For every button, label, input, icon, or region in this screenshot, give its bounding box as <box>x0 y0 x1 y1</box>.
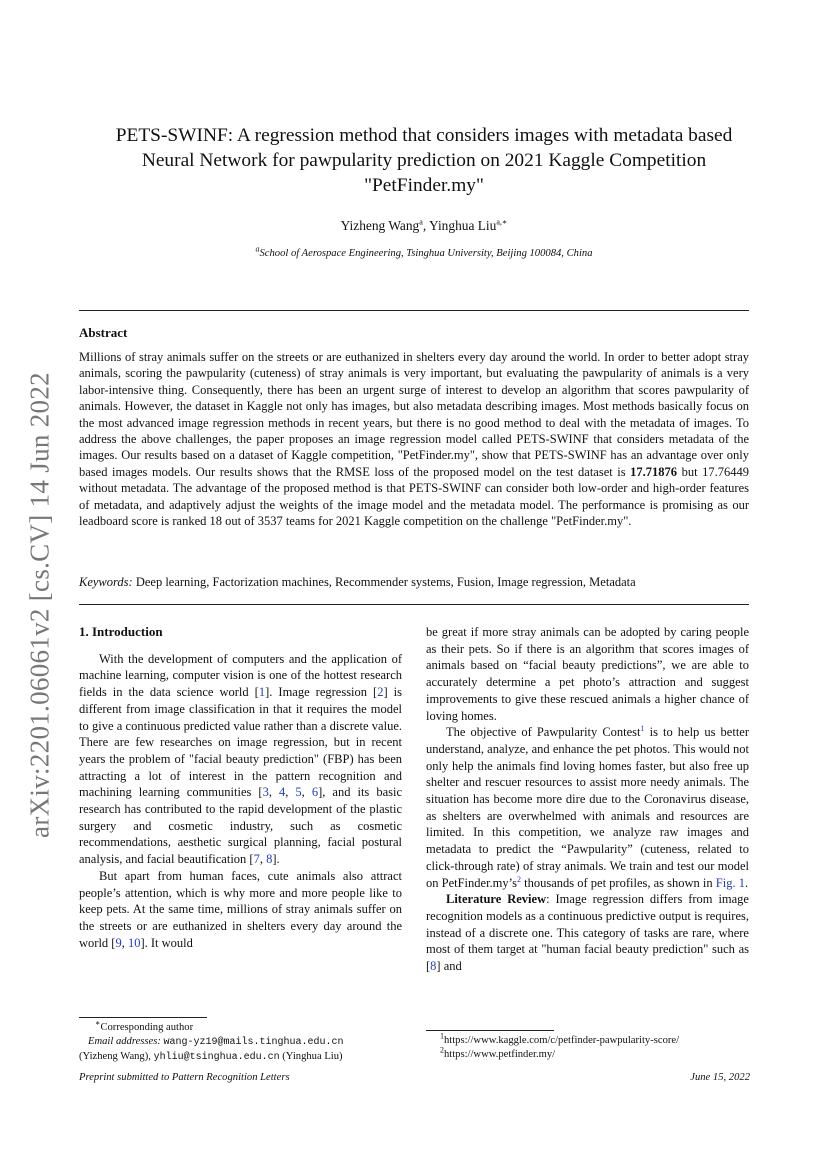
citation-link[interactable]: 5 <box>295 785 302 800</box>
paragraph: But apart from human faces, cute animals also attract people’s attention, which is why more and more people like to keep pets. At the same time, millions of stray animals suffer on the streets or are euthanized in shelters every day around the world [9, 10]. It would <box>79 868 402 950</box>
footnote-rule <box>426 1030 554 1031</box>
citation-link[interactable]: 8 <box>430 959 437 974</box>
url-link[interactable]: https://www.petfinder.my/ <box>444 1049 556 1060</box>
abstract-heading: Abstract <box>79 325 128 340</box>
email-link[interactable]: yhliu@tsinghua.edu.cn <box>153 1052 280 1063</box>
abstract-text: Millions of stray animals suffer on the streets or are euthanized in shelters every day around the world. In order to better adopt stray animals, scoring the pawpularity (cuteness) of stray animals is very important, but evaluating the pawpularity of animals is a very labor-intensive thing. Consequently, there has been an urgent surge of interest to develop an algorithm that scores pawpularity of animals. However, the dataset in Kaggle not only has images, but also metadata describing images. Most methods basically focus on the most advanced image regression methods in recent years, but there is no good method to deal with the metadata of images. To address the above challenges, the paper proposes an image regression model called PETS-SWINF that considers metadata of the images. Our results based on a dataset of Kaggle competition, "PetFinder.my", show that PETS-SWINF has an advantage over only based images models. Our results shows that the RMSE loss of the proposed model on the test dataset is 17.71876 but 17.76449 without metadata. The advantage of the proposed method is that PETS-SWINF can consider both low-order and high-order features of metadata, and adaptively adjust the weights of the image model and the metadata model. The performance is promising as our leadboard score is ranked 18 out of 3537 teams for 2021 Kaggle competition on the challenge "PetFinder.my". <box>79 350 749 529</box>
email-link[interactable]: wang-yz19@mails.tinghua.edu.cn <box>163 1037 344 1048</box>
footnote-left: ∗Corresponding author Email addresses: wang-yz19@mails.tinghua.edu.cn (Yizheng Wang), yhliu@tsinghua.edu.cn (Yinghua Liu) <box>79 1018 344 1063</box>
url-link[interactable]: https://www.kaggle.com/c/petfinder-pawpularity-score/ <box>444 1035 680 1046</box>
footer-date: June 15, 2022 <box>690 1072 750 1083</box>
paragraph: With the development of computers and the application of machine learning, computer vision is one of the hottest research fields in the data science world [1]. Image regression [2] is different from image classification in that it requires the model to give a continuous predicted value rather than a discrete value. There are few researches on image regression, but in recent years the problem of "facial beauty prediction" (FBP) has been attracting a lot of interest in the pattern recognition and machining learning communities [3, 4, 5, 6], and its basic research has contributed to the rapid development of the plastic surgery and cosmetic industry, such as cosmetic recommendations, aesthetic surgical planning, facial postural analysis, and facial beautification [7, 8]. <box>79 651 403 867</box>
citation-link[interactable]: 1 <box>258 685 266 700</box>
citation-link[interactable]: 7 <box>253 852 260 867</box>
title-line: Neural Network for pawpularity prediction on 2021 Kaggle Competition <box>141 150 707 171</box>
paragraph: be great if more stray animals can be adopted by caring people as their pets. So if there is an algorithm that scores images of animals based on “facial beauty predictions”, we are able to accurately determine a pet photo’s attraction and suggest improvements to give these rescued animals a higher chance of loving homes. <box>426 625 749 723</box>
divider <box>79 310 749 311</box>
footnote-link[interactable]: 2 <box>516 874 521 884</box>
section-heading: 1. Introduction <box>79 624 163 639</box>
citation-link[interactable]: 9 <box>115 935 122 950</box>
right-column <box>426 624 749 975</box>
citation-link[interactable]: 2 <box>377 685 384 700</box>
paragraph: Literature Review: Image regression differs from image recognition models as a continuous predictive output is requires, instead of a discrete one. This category of tasks are rare, where most of them target at "human facial beauty prediction" such as [8] and <box>426 892 749 974</box>
affiliation: $^a$School of Aerospace Engineering, Tsinghua University, Beijing 100084, China <box>255 244 593 259</box>
keywords: Keywords: Deep learning, Factorization machines, Recommender systems, Fusion, Image regression, Metadata <box>79 575 636 589</box>
footer-venue: Preprint submitted to Pattern Recognition Letters <box>79 1072 290 1083</box>
paragraph: The objective of Pawpularity Contest$^1$ is to help us better understand, analyze, and enhance the pet photos. This would not only help the animals find loving homes faster, but also free up shelter and rescuer resources to assist more needy animals. The situation has become more dire due to the Coronavirus disease, as shelters are overwhelmed with animals and resources are limited. In this competition, we analyze raw images and metadata to predict the “Pawpularity” (cuteness, related to click-through rate) of stray animals. We train and test our model on $PetFinder.my’s^2$ thousands of pet profiles, as shown in Fig. 1. <box>426 724 750 890</box>
divider <box>79 604 749 605</box>
left-column <box>79 624 402 951</box>
footnote-right: $^1$https://www.kaggle.com/c/petfinder-pawpularity-score/ $^2$https://www.petfinder.my/ <box>440 1031 680 1060</box>
title-line: "PetFinder.my" <box>364 175 484 196</box>
author-name: Yinghua Liu <box>429 218 497 233</box>
author-name: Yizheng Wang <box>340 218 420 233</box>
citation-link[interactable]: 3 <box>262 785 269 800</box>
citation-link[interactable]: 10 <box>127 935 141 950</box>
footnote-link[interactable]: 1 <box>640 724 645 734</box>
author-list: Yizheng Wang$^a$, Yinghua Liu$^{a,∗}$ <box>340 217 508 233</box>
paper-title <box>90 123 758 198</box>
citation-link[interactable]: 8 <box>266 852 273 867</box>
title-line: PETS-SWINF: A regression method that considers images with metadata based <box>115 125 733 146</box>
citation-link[interactable]: 6 <box>311 785 319 800</box>
citation-link[interactable]: 4 <box>278 785 286 800</box>
figure-link[interactable]: Fig. 1 <box>715 875 745 890</box>
